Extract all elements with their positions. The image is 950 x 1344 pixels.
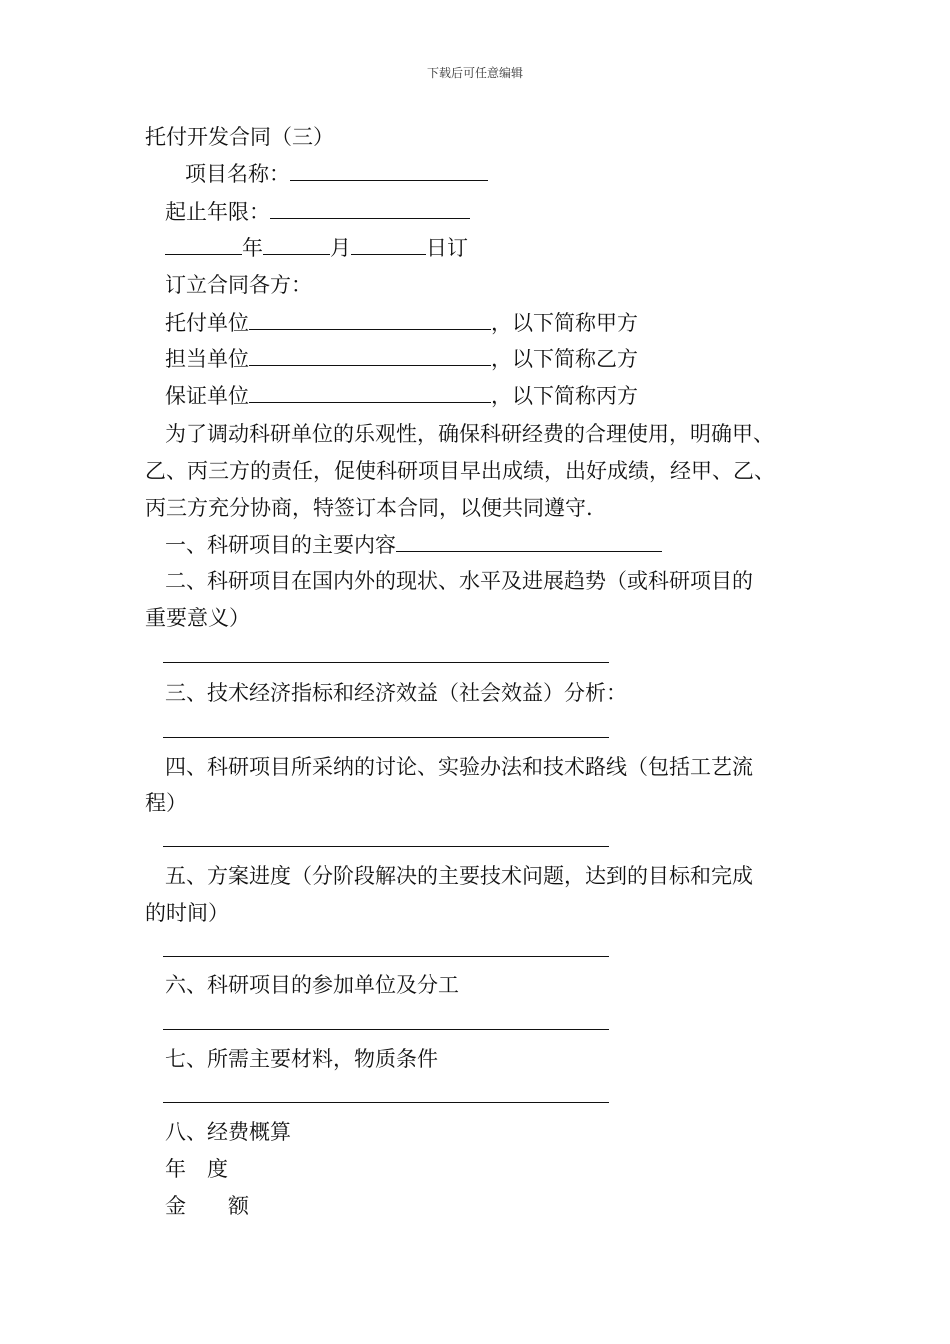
preamble-line: 乙、丙三方的责任，促使科研项目早出成绩，出好成绩，经甲、乙、 bbox=[145, 459, 775, 483]
preamble-line: 丙三方充分协商，特签订本合同，以便共同遵守. bbox=[145, 496, 593, 520]
header-note: 下载后可任意编辑 bbox=[426, 66, 523, 80]
party-suffix: ，以下简称甲方 bbox=[491, 311, 638, 335]
section-5-blank[interactable] bbox=[163, 956, 609, 957]
section-2-blank[interactable] bbox=[163, 662, 609, 663]
month-label: 月 bbox=[330, 236, 351, 260]
section-1-heading: 一、科研项目的主要内容 bbox=[165, 533, 396, 557]
preamble-line: 为了调动科研单位的乐观性，确保科研经费的合理使用，明确甲、 bbox=[165, 422, 774, 446]
section-1-blank[interactable] bbox=[396, 531, 662, 552]
party-label: 托付单位 bbox=[165, 311, 249, 335]
party-c-blank[interactable] bbox=[249, 382, 491, 403]
period-blank[interactable] bbox=[270, 198, 470, 219]
project-name-label: 项目名称： bbox=[185, 162, 290, 186]
section-8-heading: 八、经费概算 bbox=[165, 1120, 291, 1144]
year-blank[interactable] bbox=[165, 234, 242, 255]
period-row bbox=[165, 198, 470, 225]
section-1-row bbox=[165, 531, 662, 558]
month-blank[interactable] bbox=[263, 234, 330, 255]
party-label: 担当单位 bbox=[165, 347, 249, 371]
section-2-heading: 二、科研项目在国内外的现状、水平及进展趋势（或科研项目的 bbox=[165, 569, 753, 593]
budget-amount-label: 金 额 bbox=[165, 1194, 249, 1218]
party-suffix: ，以下简称丙方 bbox=[491, 384, 638, 408]
section-2-heading-cont: 重要意义） bbox=[145, 606, 250, 630]
document-title: 托付开发合同（三） bbox=[145, 125, 334, 149]
party-a-blank[interactable] bbox=[249, 309, 491, 330]
date-row bbox=[165, 234, 468, 261]
day-blank[interactable] bbox=[351, 234, 426, 255]
project-name-row bbox=[185, 160, 488, 187]
section-5-heading-cont: 的时间） bbox=[145, 901, 229, 925]
party-row bbox=[165, 309, 638, 336]
party-row bbox=[165, 345, 638, 372]
party-b-blank[interactable] bbox=[249, 345, 491, 366]
section-3-blank[interactable] bbox=[163, 737, 609, 738]
section-4-heading: 四、科研项目所采纳的讨论、实验办法和技术路线（包括工艺流 bbox=[165, 755, 753, 779]
parties-heading: 订立合同各方： bbox=[165, 273, 312, 297]
section-7-heading: 七、所需主要材料，物质条件 bbox=[165, 1047, 438, 1071]
section-3-heading: 三、技术经济指标和经济效益（社会效益）分析： bbox=[165, 681, 627, 705]
day-label: 日订 bbox=[426, 236, 468, 260]
party-label: 保证单位 bbox=[165, 384, 249, 408]
party-row bbox=[165, 382, 638, 409]
section-6-blank[interactable] bbox=[163, 1029, 609, 1030]
section-4-blank[interactable] bbox=[163, 846, 609, 847]
section-6-heading: 六、科研项目的参加单位及分工 bbox=[165, 973, 459, 997]
section-4-heading-cont: 程） bbox=[145, 791, 187, 815]
project-name-blank[interactable] bbox=[290, 160, 488, 181]
period-label: 起止年限： bbox=[165, 200, 270, 224]
budget-year-label: 年 度 bbox=[165, 1157, 228, 1181]
party-suffix: ，以下简称乙方 bbox=[491, 347, 638, 371]
section-5-heading: 五、方案进度（分阶段解决的主要技术问题，达到的目标和完成 bbox=[165, 864, 753, 888]
section-7-blank[interactable] bbox=[163, 1102, 609, 1103]
year-label: 年 bbox=[242, 236, 263, 260]
